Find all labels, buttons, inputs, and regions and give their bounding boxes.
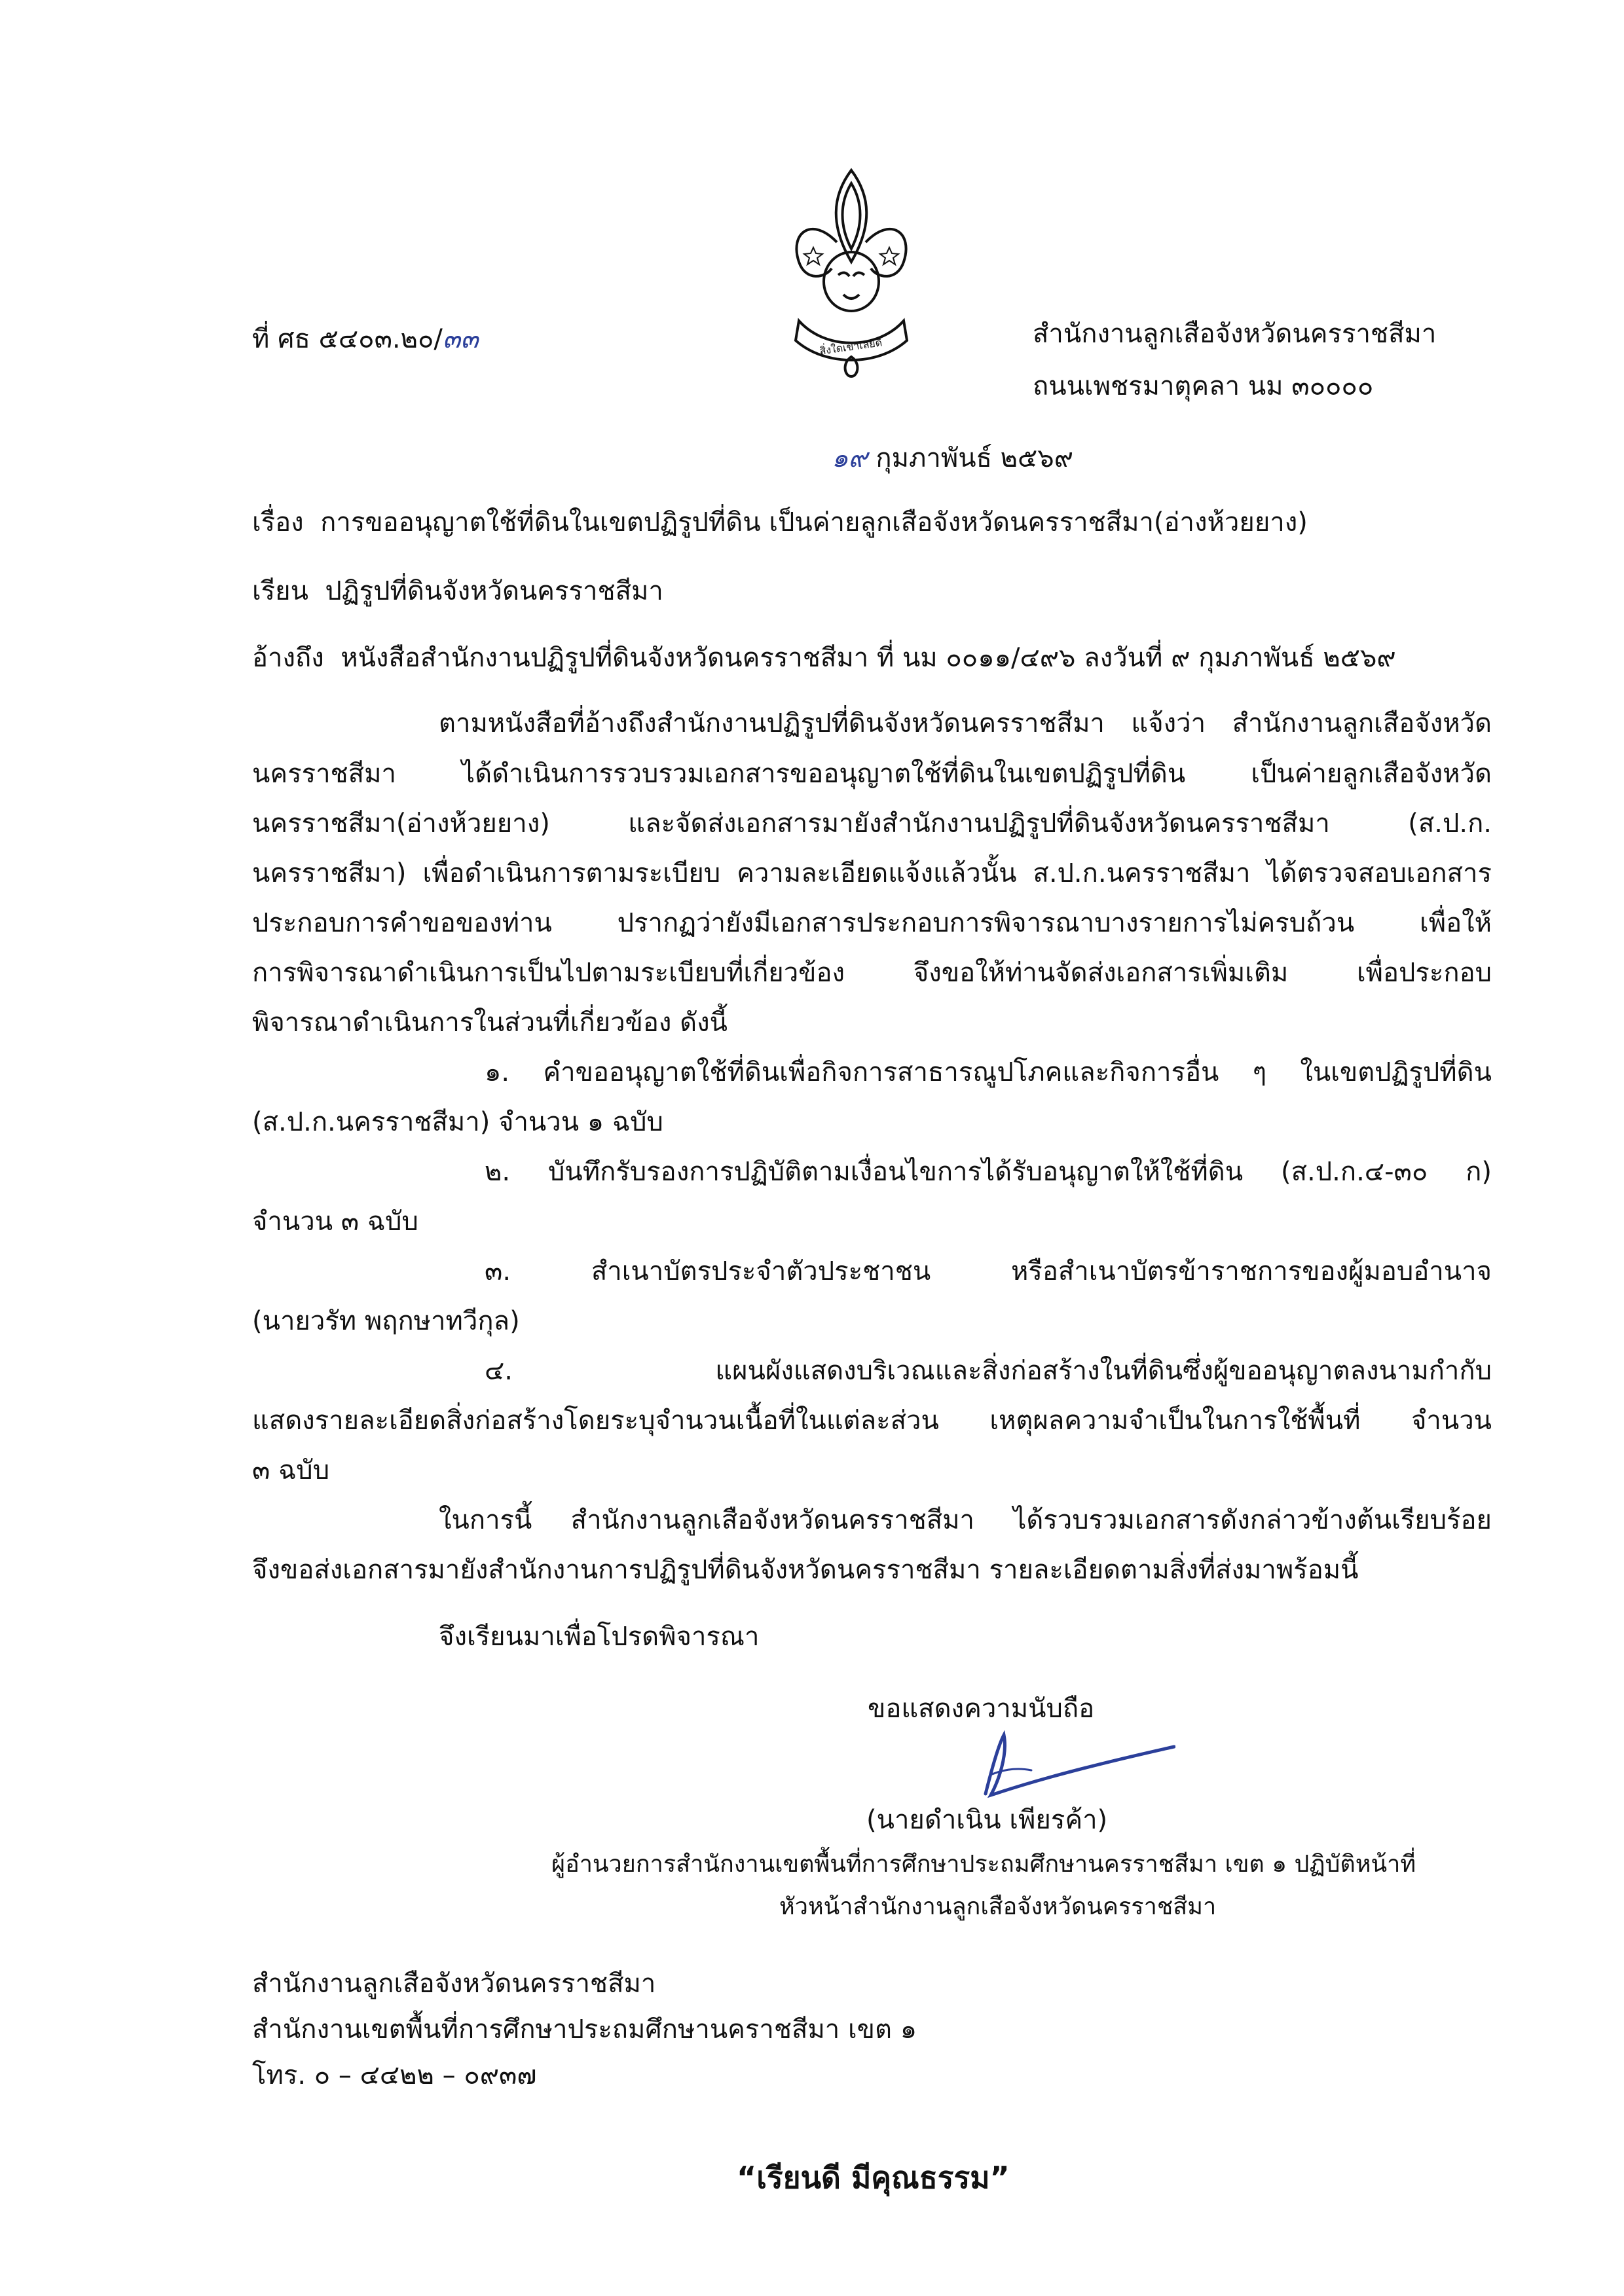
body-line: ตามหนังสือที่อ้างถึงสำนักงานปฏิรูปที่ดินจังหวัดนครราชสีมา แจ้งว่า สำนักงานลูกเสือจังหวัด <box>439 708 1492 738</box>
closing-salutation: ขอแสดงความนับถือ <box>868 1694 1095 1724</box>
emblem-ribbon-text: สิ่งใดเขาเลยดี <box>819 336 883 357</box>
document-number <box>252 326 479 352</box>
subject-text: การขออนุญาตใช้ที่ดินในเขตปฏิรูปที่ดิน เป็นค่ายลูกเสือจังหวัดนครราชสีมา(อ่างห้วยยาง) <box>320 507 1308 538</box>
body-line: ประกอบการคำขอของท่าน ปรากฏว่ายังมีเอกสารประกอบการพิจารณาบางรายการไม่ครบถ้วน เพื่อให้ <box>252 908 1492 938</box>
document-number-handwritten: ๓๓ <box>442 324 479 354</box>
date-day-handwritten: ๑๙ <box>832 443 868 473</box>
motto: “เรียนดี มีคุณธรรม” <box>737 2160 1010 2195</box>
list-item-continuation: จำนวน ๓ ฉบับ <box>252 1207 418 1237</box>
signer-title: ผู้อำนวยการสำนักงานเขตพื้นที่การศึกษาประถมศึกษานครราชสีมา เขต ๑ ปฏิบัติหน้าที่ <box>551 1851 1416 1878</box>
list-item-continuation: (นายวรัท พฤกษาทวีกุล) <box>252 1306 520 1336</box>
date-month-year: กุมภาพันธ์ ๒๕๖๙ <box>876 443 1073 473</box>
document-number-prefix: ที่ ศธ ๕๔๐๓.๒๐/ <box>252 324 443 354</box>
subject-line <box>252 509 1308 536</box>
footer-office: สำนักงานลูกเสือจังหวัดนครราชสีมา <box>252 1969 656 1999</box>
body-line: จึงเรียนมาเพื่อโปรดพิจารณา <box>439 1622 760 1652</box>
signer-name: (นายดำเนิน เพียรค้า) <box>866 1805 1108 1835</box>
reference-line <box>252 645 1396 671</box>
body-line: นครราชสีมา ได้ดำเนินการรวบรวมเอกสารขออนุญาตใช้ที่ดินในเขตปฏิรูปที่ดิน เป็นค่ายลูกเสือจังหวัด <box>252 759 1492 789</box>
list-item: ๒. บันทึกรับรองการปฏิบัติตามเงื่อนไขการได้รับอนุญาตให้ใช้ที่ดิน (ส.ป.ก.๔-๓๐ ก) <box>485 1157 1492 1187</box>
body-line: นครราชสีมา) เพื่อดำเนินการตามระเบียบ ความละเอียดแจ้งแล้วนั้น ส.ป.ก.นครราชสีมา ได้ตรวจสอบเอกสาร <box>252 858 1492 888</box>
list-item-continuation: แสดงรายละเอียดสิ่งก่อสร้างโดยระบุจำนวนเนื้อที่ในแต่ละส่วน เหตุผลความจำเป็นในการใช้พื้นที่ จำนวน <box>252 1406 1492 1436</box>
list-item: ๓. สำเนาบัตรประจำตัวประชาชน หรือสำเนาบัตรข้าราชการของผู้มอบอำนาจ <box>485 1256 1492 1286</box>
recipient-line <box>252 578 663 604</box>
footer-phone: โทร. ๐ – ๔๔๒๒ – ๐๙๓๗ <box>252 2060 537 2090</box>
body-line: นครราชสีมา(อ่างห้วยยาง) และจัดส่งเอกสารมายังสำนักงานปฏิรูปที่ดินจังหวัดนครราชสีมา (ส.ป.ก. <box>252 809 1492 839</box>
reference-text: หนังสือสำนักงานปฏิรูปที่ดินจังหวัดนครราชสีมา ที่ นม ๐๐๑๑/๔๙๖ ลงวันที่ ๙ กุมภาพันธ์ ๒๕๖๙ <box>341 643 1396 673</box>
sender-office-address: ถนนเพชรมาตุคลา นม ๓๐๐๐๐ <box>1033 371 1374 401</box>
body-line: การพิจารณาดำเนินการเป็นไปตามระเบียบที่เกี่ยวข้อง จึงขอให้ท่านจัดส่งเอกสารเพิ่มเติม เพื่อประกอบ <box>252 958 1492 988</box>
subject-label: เรื่อง <box>252 507 304 538</box>
sender-office-name: สำนักงานลูกเสือจังหวัดนครราชสีมา <box>1033 319 1437 349</box>
list-item-continuation: (ส.ป.ก.นครราชสีมา) จำนวน ๑ ฉบับ <box>252 1107 663 1137</box>
body-line: ในการนี้ สำนักงานลูกเสือจังหวัดนครราชสีมา ได้รวบรวมเอกสารดังกล่าวข้างต้นเรียบร้อย <box>439 1505 1492 1535</box>
letter-date <box>832 445 1073 471</box>
list-item: ๑. คำขออนุญาตใช้ที่ดินเพื่อกิจการสาธารณูปโภคและกิจการอื่น ๆ ในเขตปฏิรูปที่ดิน <box>485 1057 1492 1087</box>
handwritten-signature <box>953 1728 1175 1804</box>
list-item-continuation: ๓ ฉบับ <box>252 1455 330 1485</box>
list-item: ๔. แผนผังแสดงบริเวณและสิ่งก่อสร้างในที่ดินซึ่งผู้ขออนุญาตลงนามกำกับ <box>485 1356 1492 1386</box>
footer-office-secondary: สำนักงานเขตพื้นที่การศึกษาประถมศึกษานคราชสีมา เขต ๑ <box>252 2014 917 2045</box>
body-line: พิจารณาดำเนินการในส่วนที่เกี่ยวข้อง ดังนี้ <box>252 1008 728 1038</box>
recipient-text: ปฏิรูปที่ดินจังหวัดนครราชสีมา <box>325 576 663 606</box>
body-line: จึงขอส่งเอกสารมายังสำนักงานการปฏิรูปที่ดินจังหวัดนครราชสีมา รายละเอียดตามสิ่งที่ส่งมาพร้อมนี้ <box>252 1555 1359 1585</box>
recipient-label: เรียน <box>252 576 308 606</box>
reference-label: อ้างถึง <box>252 643 324 673</box>
scout-fleur-de-lis-emblem-icon <box>786 164 917 380</box>
signer-title-secondary: หัวหน้าสำนักงานลูกเสือจังหวัดนครราชสีมา <box>779 1893 1217 1920</box>
